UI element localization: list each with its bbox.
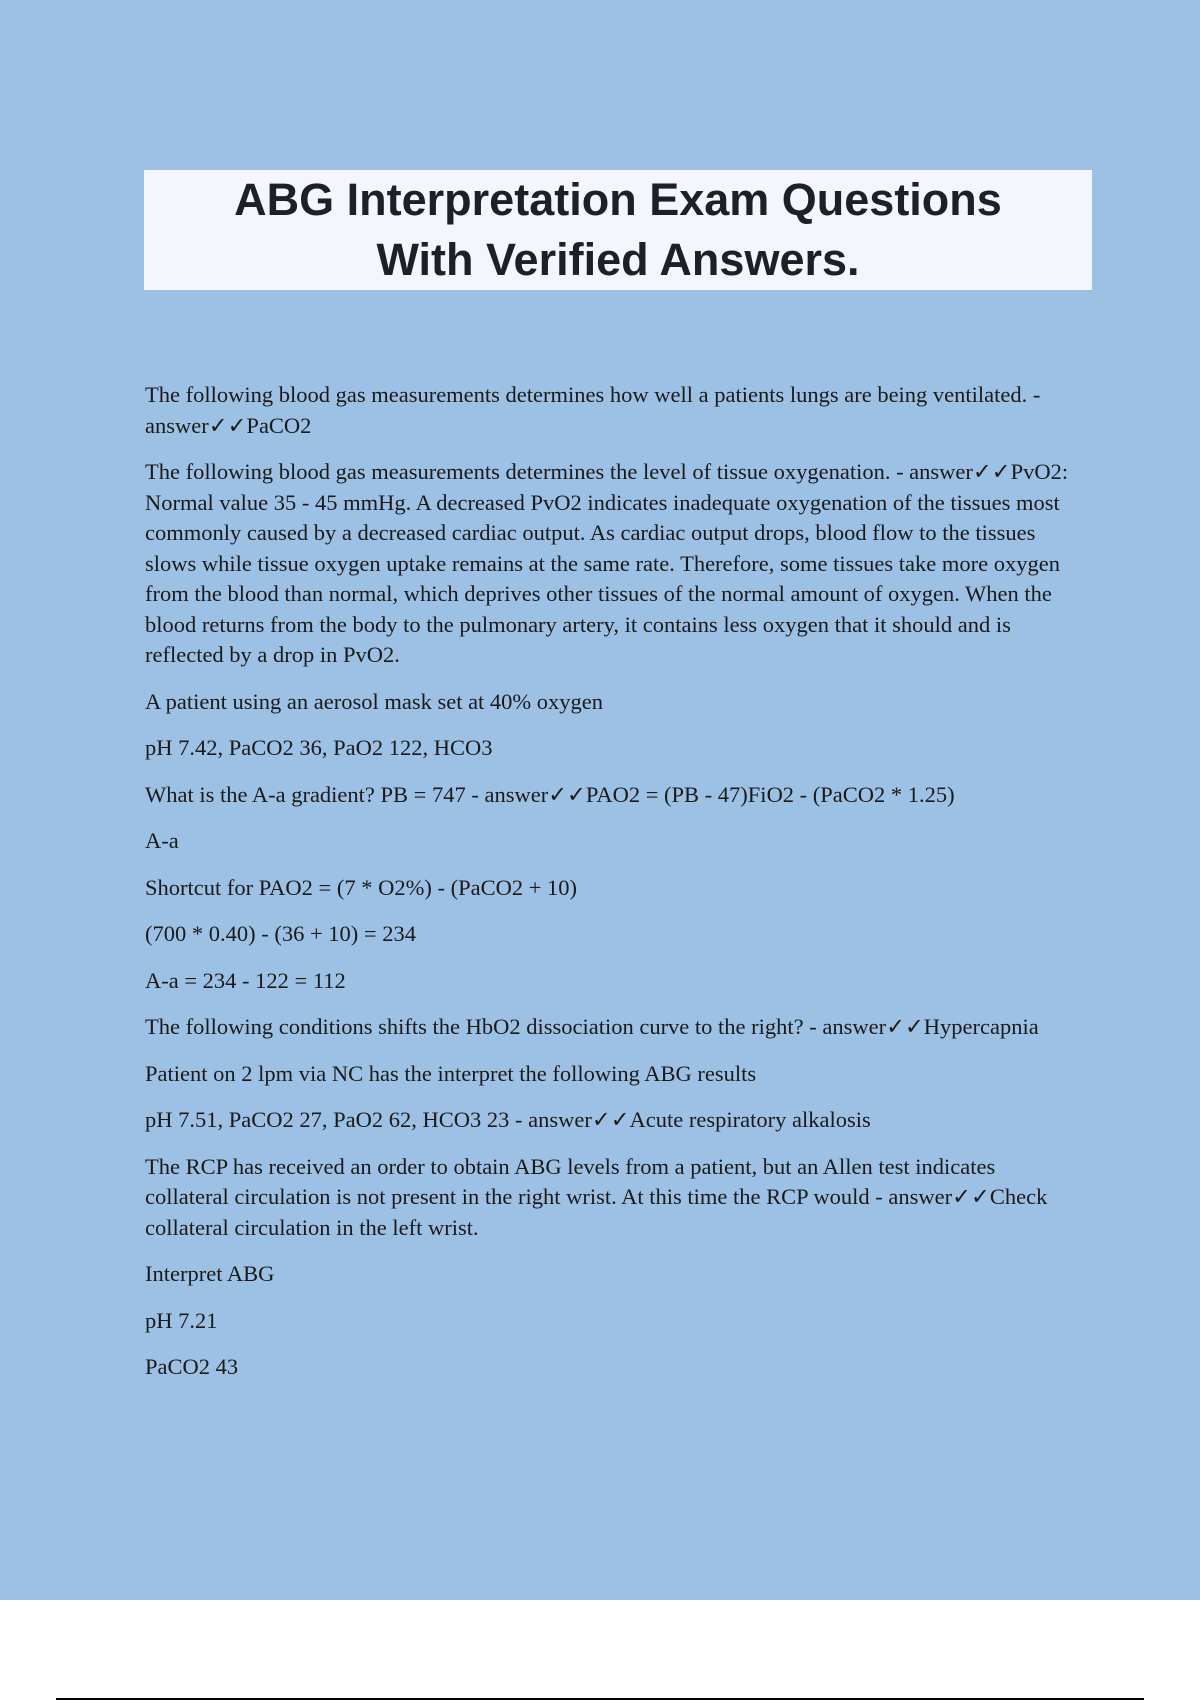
paragraph: The following blood gas measurements determines the level of tissue oxygenation. - answer✓✓PvO2: Normal value 35 - 45 mmHg. A decreased PvO2 indicates inadequate oxygenation of the tissues most commonly caused by a decreased cardiac output. As cardiac output drops, blood flow to the tissues slows while tissue oxygen uptake remains at the same rate. Therefore, some tissues take more oxygen from the blood than normal, which deprives other tissues of the normal amount of oxygen. When the blood returns from the body to the pulmonary artery, it contains less oxygen that it should and is reflected by a drop in PvO2. [145,459,1069,667]
document-body [145,380,1075,1399]
paragraph: Patient on 2 lpm via NC has the interpret the following ABG results [145,1060,757,1086]
title-line-2: With Verified Answers. [376,234,860,285]
title-banner [144,170,1092,290]
document-title [234,170,1002,290]
title-line-1: ABG Interpretation Exam Questions [234,174,1002,225]
paragraph: A-a = 234 - 122 = 112 [145,967,346,993]
paragraph: The RCP has received an order to obtain ABG levels from a patient, but an Allen test indicates collateral circulation is not present in the right wrist. At this time the RCP would - answer✓✓Check collateral circulation in the left wrist. [145,1153,1048,1240]
paragraph: pH 7.51, PaCO2 27, PaO2 62, HCO3 23 - answer✓✓Acute respiratory alkalosis [145,1107,871,1132]
paragraph: PaCO2 43 [145,1354,239,1379]
paragraph: (700 * 0.40) - (36 + 10) = 234 [145,921,416,946]
paragraph: The following blood gas measurements determines how well a patients lungs are being ventilated. - answer✓✓PaCO2 [145,382,1041,438]
paragraph: Interpret ABG [145,1261,275,1286]
paragraph: pH 7.21 [145,1307,218,1333]
paragraph: Shortcut for PAO2 = (7 * O2%) - (PaCO2 + 10) [145,874,578,900]
paragraph: A-a [145,828,179,853]
paragraph: pH 7.42, PaCO2 36, PaO2 122, HCO3 [145,735,493,760]
paragraph: A patient using an aerosol mask set at 40% oxygen [145,688,604,714]
paragraph: The following conditions shifts the HbO2 dissociation curve to the right? - answer✓✓Hypercapnia [145,1014,1039,1039]
paragraph: What is the A-a gradient? PB = 747 - answer✓✓PAO2 = (PB - 47)FiO2 - (PaCO2 * 1.25) [145,781,955,807]
